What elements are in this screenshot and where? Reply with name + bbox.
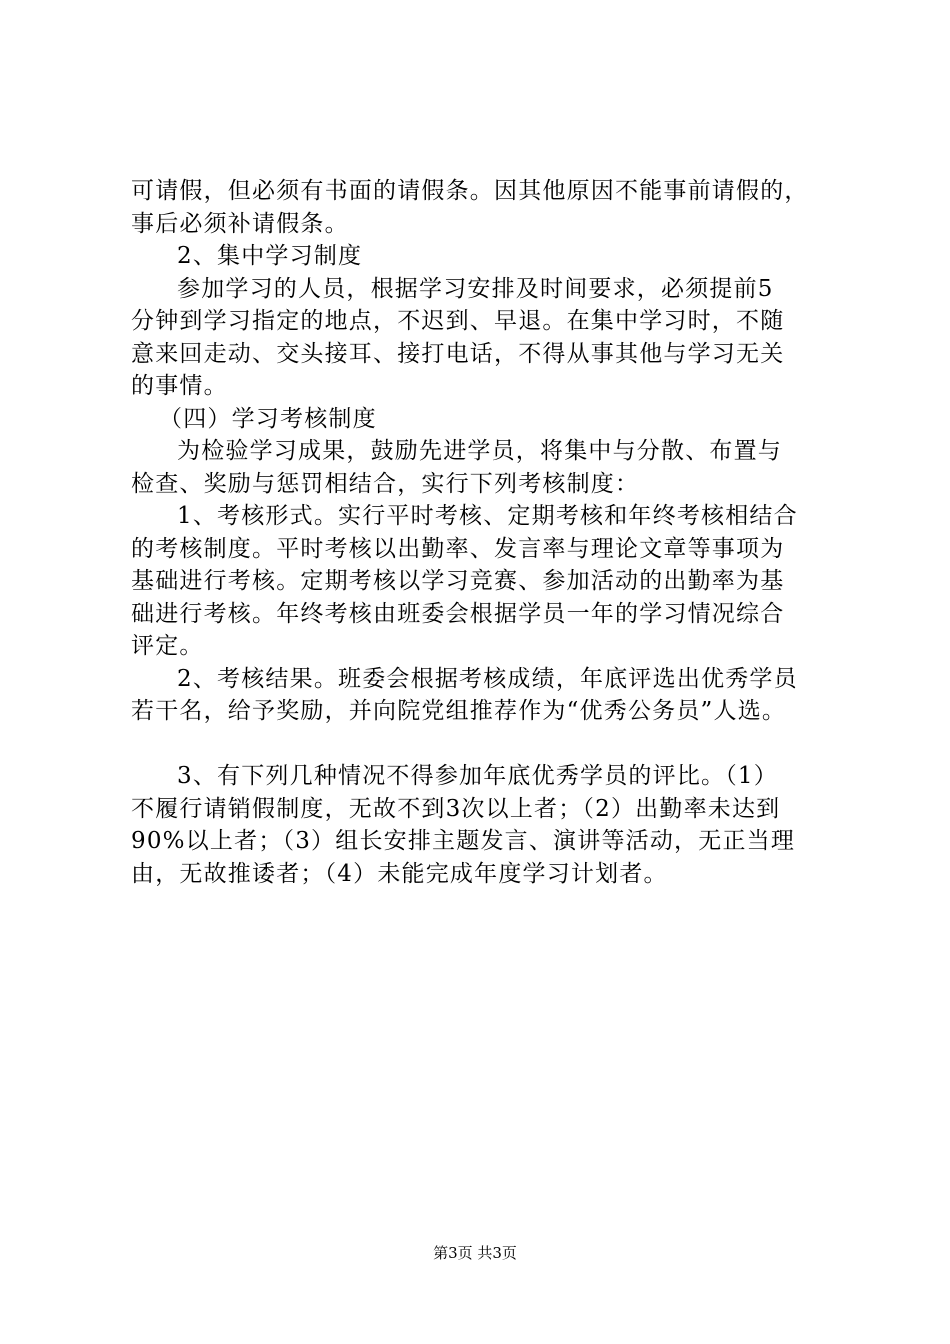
- body-line: 意来回走动、交头接耳、接打电话，不得从事其他与学习无关: [131, 340, 785, 367]
- body-line: 可请假，但必须有书面的请假条。因其他原因不能事前请假的，: [131, 178, 809, 204]
- paragraph-start: 3、有下列几种情况不得参加年底优秀学员的评比。（1）: [177, 763, 778, 789]
- body-line: 不履行请销假制度，无故不到3次以上者；（2）出勤率未达到: [131, 795, 781, 822]
- body-line: 由，无故推诿者；（4）未能完成年度学习计划者。: [131, 860, 668, 887]
- body-line: 的事情。: [131, 373, 228, 399]
- body-line: 事后必须补请假条。: [131, 210, 349, 237]
- body-line: 若干名，给予奖励，并向院党组推荐作为“优秀公务员”人选。: [131, 698, 787, 724]
- blank-line: [131, 728, 851, 761]
- paragraph-start: 1、考核形式。实行平时考核、定期考核和年终考核相结合: [177, 503, 798, 529]
- body-line: 检查、奖励与惩罚相结合，实行下列考核制度：: [131, 470, 640, 497]
- paragraph-start: 为检验学习成果，鼓励先进学员，将集中与分散、布置与: [177, 438, 782, 464]
- paragraph-start: 参加学习的人员，根据学习安排及时间要求，必须提前5: [177, 275, 774, 302]
- document-body: [131, 175, 851, 890]
- page-number-footer: 第3页 共3页: [433, 1244, 517, 1262]
- body-line: 础进行考核。年终考核由班委会根据学员一年的学习情况综合: [131, 600, 785, 627]
- body-line: 90%以上者；（3）组长安排主题发言、演讲等活动，无正当理: [131, 828, 796, 854]
- paragraph-start: 2、考核结果。班委会根据考核成绩，年底评选出优秀学员: [177, 665, 798, 692]
- section-heading: （四）学习考核制度: [159, 405, 377, 432]
- section-heading: 2、集中学习制度: [177, 243, 363, 269]
- body-line: 分钟到学习指定的地点，不迟到、早退。在集中学习时，不随: [131, 308, 785, 334]
- body-line: 基础进行考核。定期考核以学习竞赛、参加活动的出勤率为基: [131, 568, 785, 594]
- body-line: 评定。: [131, 633, 204, 659]
- body-line: 的考核制度。平时考核以出勤率、发言率与理论文章等事项为: [131, 535, 785, 562]
